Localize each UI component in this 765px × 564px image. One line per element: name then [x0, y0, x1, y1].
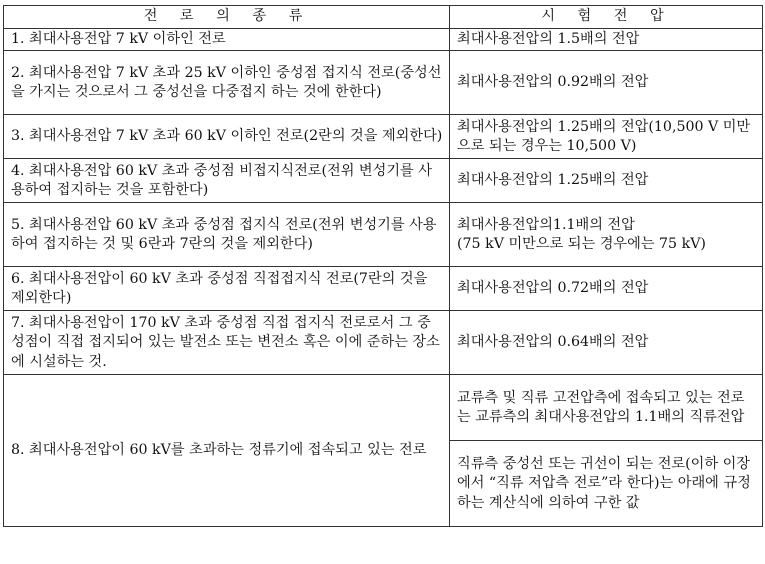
test-voltage-line: 최대사용전압의1.1배의 전압 — [457, 216, 635, 233]
circuit-type-cell: 4. 최대사용전압 60 kV 초과 중성점 비접지식전로(전위 변성기를 사용하여 접지하는 것을 포함한다) — [4, 159, 450, 203]
circuit-type-cell: 5. 최대사용전압 60 kV 초과 중성점 접지식 전로(전위 변성기를 사용하여 접지하는 것 및 6란과 7란의 것을 제외한다) — [4, 203, 450, 267]
test-voltage-cell-dc: 직류측 중성선 또는 귀선이 되는 전로(이하 이장에서 “직류 저압측 전로”라 한다)는 아래에 규정하는 계산식에 의하여 구한 값 — [450, 441, 763, 527]
table-row — [4, 375, 763, 441]
circuit-type-cell: 7. 최대사용전압이 170 kV 초과 중성점 직접 접지식 전로로서 그 중성점이 직접 접지되어 있는 발전소 또는 변전소 혹은 이에 준하는 장소에 시설하는 것. — [4, 311, 450, 375]
table-row — [4, 115, 763, 159]
table-row — [4, 267, 763, 311]
header-circuit-type: 전 로 의 종 류 — [4, 6, 450, 29]
circuit-type-cell: 1. 최대사용전압 7 kV 이하인 전로 — [4, 29, 450, 51]
test-voltage-table — [3, 5, 763, 527]
test-voltage-cell: 최대사용전압의 1.5배의 전압 — [450, 29, 763, 51]
table-row — [4, 51, 763, 115]
circuit-type-cell: 3. 최대사용전압 7 kV 초과 60 kV 이하인 전로(2란의 것을 제외한다) — [4, 115, 450, 159]
test-voltage-note: (75 kV 미만으로 되는 경우에는 75 kV) — [457, 235, 706, 252]
test-voltage-cell: 최대사용전압의 0.64배의 전압 — [450, 311, 763, 375]
test-voltage-cell: 최대사용전압의 0.72배의 전압 — [450, 267, 763, 311]
table-row — [4, 203, 763, 267]
test-voltage-cell — [450, 203, 763, 267]
test-voltage-cell: 최대사용전압의 1.25배의 전압(10,500 V 미만으로 되는 경우는 10,500 V) — [450, 115, 763, 159]
table-row — [4, 311, 763, 375]
table-row — [4, 29, 763, 51]
table-row — [4, 159, 763, 203]
test-voltage-cell-ac: 교류측 및 직류 고전압측에 접속되고 있는 전로는 교류측의 최대사용전압의 1.1배의 직류전압 — [450, 375, 763, 441]
circuit-type-cell: 2. 최대사용전압 7 kV 초과 25 kV 이하인 중성점 접지식 전로(중성선을 가지는 것으로서 그 중성선을 다중접지 하는 것에 한한다) — [4, 51, 450, 115]
test-voltage-cell: 최대사용전압의 0.92배의 전압 — [450, 51, 763, 115]
test-voltage-cell: 최대사용전압의 1.25배의 전압 — [450, 159, 763, 203]
circuit-type-cell: 6. 최대사용전압이 60 kV 초과 중성점 직접접지식 전로(7란의 것을 제외한다) — [4, 267, 450, 311]
circuit-type-cell: 8. 최대사용전압이 60 kV를 초과하는 정류기에 접속되고 있는 전로 — [4, 375, 450, 527]
header-test-voltage: 시 험 전 압 — [450, 6, 763, 29]
table-header-row — [4, 6, 763, 29]
